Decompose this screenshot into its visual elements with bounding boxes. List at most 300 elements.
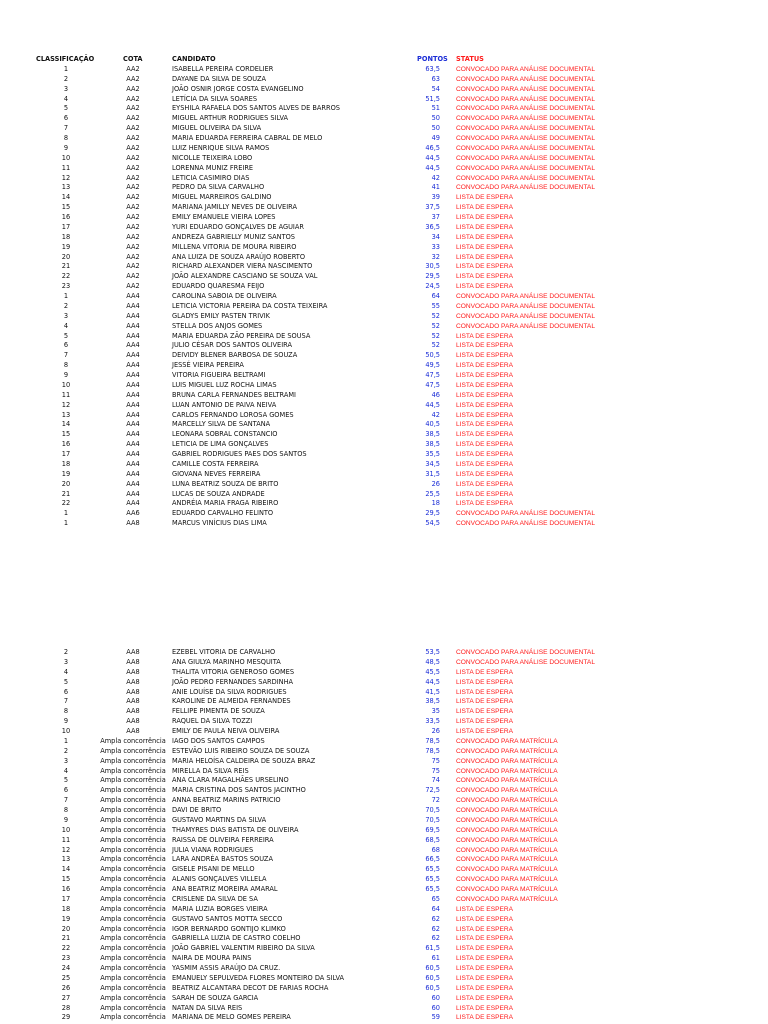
cota-cell: AA2 xyxy=(126,64,140,73)
classificacao-cell: 4 xyxy=(63,667,69,676)
candidato-cell: CRISLENE DA SILVA DE SA xyxy=(172,894,258,903)
pontos-cell: 32 xyxy=(431,252,440,261)
candidato-cell: ANA LUIZA DE SOUZA ARAÚJO ROBERTO xyxy=(172,252,306,261)
status-cell: LISTA DE ESPERA xyxy=(456,1004,514,1012)
status-cell: CONVOCADO PARA MATRÍCULA xyxy=(456,826,558,834)
pontos-cell: 48,5 xyxy=(425,657,440,666)
results-table-page-1 xyxy=(0,55,768,529)
pontos-cell: 52 xyxy=(431,331,440,340)
classificacao-cell: 7 xyxy=(63,697,69,706)
classificacao-cell: 14 xyxy=(61,865,71,874)
cota-cell: AA2 xyxy=(126,114,140,123)
pontos-cell: 44,5 xyxy=(425,400,440,409)
pontos-cell: 38,5 xyxy=(425,697,440,706)
table-row xyxy=(0,341,768,351)
candidato-cell: ANA BEATRIZ MOREIRA AMARAL xyxy=(172,885,278,893)
cota-cell: AA4 xyxy=(126,469,140,478)
cota-cell: AA4 xyxy=(126,331,140,340)
candidato-cell: JOÃO GABRIEL VALENTIM RIBEIRO DA SILVA xyxy=(172,944,315,953)
classificacao-cell: 21 xyxy=(61,934,71,943)
candidato-cell: DAVI DE BRITO xyxy=(172,806,222,814)
classificacao-cell: 10 xyxy=(61,727,71,735)
pontos-cell: 35 xyxy=(431,707,440,716)
classificacao-cell: 14 xyxy=(61,420,71,429)
status-cell: CONVOCADO PARA MATRÍCULA xyxy=(456,777,558,785)
cota-cell: Ampla concorrência xyxy=(100,934,166,943)
classificacao-cell: 1 xyxy=(63,292,69,300)
table-body xyxy=(0,648,768,1023)
classificacao-cell: 3 xyxy=(63,657,69,666)
status-cell: LISTA DE ESPERA xyxy=(456,332,514,340)
pontos-cell: 68 xyxy=(431,845,440,854)
status-cell: LISTA DE ESPERA xyxy=(456,194,514,202)
status-cell: LISTA DE ESPERA xyxy=(456,698,514,706)
pontos-cell: 65,5 xyxy=(425,865,440,874)
candidato-cell: ISABELLA PEREIRA CORDELIER xyxy=(172,64,274,73)
cota-cell: AA2 xyxy=(126,143,140,152)
pontos-cell: 50 xyxy=(431,114,440,123)
table-row xyxy=(0,203,768,213)
classificacao-cell: 21 xyxy=(61,489,71,498)
table-row xyxy=(0,174,768,184)
cota-cell: Ampla concorrência xyxy=(100,1013,166,1022)
pontos-cell: 44,5 xyxy=(425,163,440,172)
status-cell: CONVOCADO PARA ANÁLISE DOCUMENTAL xyxy=(456,65,595,73)
classificacao-cell: 5 xyxy=(63,776,69,785)
cota-cell: AA4 xyxy=(126,499,140,508)
status-cell: LISTA DE ESPERA xyxy=(456,421,514,429)
pontos-cell: 34,5 xyxy=(425,459,440,468)
pontos-cell: 60,5 xyxy=(425,973,440,982)
cota-cell: Ampla concorrência xyxy=(100,766,166,775)
status-cell: CONVOCADO PARA MATRÍCULA xyxy=(456,886,558,893)
classificacao-cell: 17 xyxy=(61,450,71,458)
pontos-cell: 47,5 xyxy=(425,371,440,379)
table-row xyxy=(0,302,768,312)
candidato-cell: NICOLLE TEIXEIRA LOBO xyxy=(172,153,253,162)
table-row xyxy=(0,75,768,85)
pontos-cell: 33,5 xyxy=(425,717,440,726)
status-cell: LISTA DE ESPERA xyxy=(456,994,514,1002)
candidato-cell: EZEBEL VITORIA DE CARVALHO xyxy=(172,648,276,656)
status-cell: LISTA DE ESPERA xyxy=(456,500,514,508)
candidato-cell: EDUARDO QUARESMA FEIJO xyxy=(172,282,265,291)
candidato-cell: MARIA EDUARDA ZÃO PEREIRA DE SOUSA xyxy=(172,331,311,340)
status-cell: CONVOCADO PARA ANÁLISE DOCUMENTAL xyxy=(456,144,595,152)
classificacao-cell: 13 xyxy=(61,410,71,419)
cota-cell: AA4 xyxy=(126,341,140,350)
classificacao-cell: 7 xyxy=(63,796,69,805)
candidato-cell: JOÃO OSNIR JORGE COSTA EVANGELINO xyxy=(172,84,304,93)
classificacao-cell: 23 xyxy=(61,954,71,963)
status-cell: LISTA DE ESPERA xyxy=(456,342,514,350)
classificacao-cell: 17 xyxy=(61,894,71,903)
pontos-cell: 62 xyxy=(431,914,440,923)
status-cell: LISTA DE ESPERA xyxy=(456,263,514,271)
cota-cell: Ampla concorrência xyxy=(100,835,166,844)
pontos-cell: 74 xyxy=(431,776,440,785)
status-cell: LISTA DE ESPERA xyxy=(456,223,514,231)
table-row xyxy=(0,411,768,421)
status-cell: LISTA DE ESPERA xyxy=(456,372,514,379)
pontos-cell: 63 xyxy=(431,74,440,83)
pontos-cell: 60,5 xyxy=(425,964,440,972)
candidato-cell: GUSTAVO MARTINS DA SILVA xyxy=(172,815,267,824)
pontos-cell: 55 xyxy=(431,301,440,310)
status-cell: CONVOCADO PARA ANÁLISE DOCUMENTAL xyxy=(456,95,595,103)
table-row xyxy=(0,243,768,253)
cota-cell: AA2 xyxy=(126,222,140,231)
classificacao-cell: 20 xyxy=(61,924,71,933)
cota-cell: AA4 xyxy=(126,390,140,399)
table-row xyxy=(0,470,768,480)
status-cell: LISTA DE ESPERA xyxy=(456,965,514,972)
classificacao-cell: 17 xyxy=(61,222,71,231)
cota-cell: AA8 xyxy=(126,727,140,735)
classificacao-cell: 18 xyxy=(61,459,71,468)
classificacao-cell: 5 xyxy=(63,104,69,113)
classificacao-cell: 18 xyxy=(61,232,71,241)
pontos-cell: 39 xyxy=(431,193,440,202)
cota-cell: Ampla concorrência xyxy=(100,815,166,824)
table-row xyxy=(0,519,768,529)
table-row xyxy=(0,1013,768,1023)
classificacao-cell: 25 xyxy=(61,973,71,982)
status-cell: CONVOCADO PARA MATRÍCULA xyxy=(456,866,558,874)
table-row xyxy=(0,85,768,95)
candidato-cell: KAROLINE DE ALMEIDA FERNANDES xyxy=(172,697,291,706)
cota-cell: AA2 xyxy=(126,252,140,261)
table-row xyxy=(0,747,768,757)
table-row xyxy=(0,836,768,846)
candidato-cell: ANDREZA GABRIELLY MUNIZ SANTOS xyxy=(172,232,295,241)
status-cell: LISTA DE ESPERA xyxy=(456,470,514,478)
cota-cell: AA2 xyxy=(126,94,140,103)
cota-cell: AA8 xyxy=(126,519,140,528)
classificacao-cell: 22 xyxy=(61,499,71,508)
status-cell: CONVOCADO PARA ANÁLISE DOCUMENTAL xyxy=(456,312,595,320)
table-row xyxy=(0,420,768,430)
classificacao-cell: 16 xyxy=(61,440,71,449)
cota-cell: AA8 xyxy=(126,717,140,726)
cota-cell: AA4 xyxy=(126,489,140,498)
pontos-cell: 54 xyxy=(431,84,440,93)
pontos-cell: 44,5 xyxy=(425,677,440,686)
table-row xyxy=(0,974,768,984)
classificacao-cell: 13 xyxy=(61,183,71,192)
table-row xyxy=(0,934,768,944)
status-cell: CONVOCADO PARA ANÁLISE DOCUMENTAL xyxy=(456,649,595,656)
cota-cell: AA2 xyxy=(126,153,140,162)
classificacao-cell: 8 xyxy=(63,806,69,814)
status-cell: CONVOCADO PARA MATRÍCULA xyxy=(456,787,558,795)
cota-cell: Ampla concorrência xyxy=(100,894,166,903)
table-row xyxy=(0,253,768,263)
candidato-cell: MARIA LUZIA BORGES VIEIRA xyxy=(172,904,268,913)
candidato-cell: ALANIS GONÇALVES VILLELA xyxy=(172,875,267,884)
classificacao-cell: 1 xyxy=(63,519,69,528)
candidato-cell: ANNA BEATRIZ MARINS PATRICIO xyxy=(172,796,281,805)
candidato-cell: CAROLINA SABOIA DE OLIVEIRA xyxy=(172,292,277,300)
status-cell: LISTA DE ESPERA xyxy=(456,955,514,963)
classificacao-cell: 2 xyxy=(63,746,69,755)
pontos-cell: 64 xyxy=(431,292,440,300)
table-row xyxy=(0,915,768,925)
cota-cell: Ampla concorrência xyxy=(100,786,166,795)
cota-cell: Ampla concorrência xyxy=(100,885,166,893)
pontos-cell: 31,5 xyxy=(425,469,440,478)
candidato-cell: EMILY EMANUELE VIEIRA LOPES xyxy=(172,213,276,221)
classificacao-cell: 11 xyxy=(61,390,71,399)
pontos-cell: 29,5 xyxy=(425,509,440,518)
table-row xyxy=(0,776,768,786)
cota-cell: AA4 xyxy=(126,301,140,310)
results-table-page-2 xyxy=(0,648,768,1023)
candidato-cell: LEONARA SOBRAL CONSTANCIO xyxy=(172,430,278,439)
status-cell: LISTA DE ESPERA xyxy=(456,381,514,389)
cota-cell: Ampla concorrência xyxy=(100,983,166,992)
status-cell: LISTA DE ESPERA xyxy=(456,974,514,982)
status-cell: CONVOCADO PARA MATRÍCULA xyxy=(456,747,558,755)
candidato-cell: CAMILLE COSTA FERREIRA xyxy=(172,459,259,468)
status-cell: CONVOCADO PARA ANÁLISE DOCUMENTAL xyxy=(456,115,595,123)
pontos-cell: 53,5 xyxy=(425,648,440,656)
table-row xyxy=(0,786,768,796)
candidato-cell: BRUNA CARLA FERNANDES BELTRAMI xyxy=(172,390,296,399)
pontos-cell: 44,5 xyxy=(425,153,440,162)
candidato-cell: LUNA BEATRIZ SOUZA DE BRITO xyxy=(172,479,279,488)
candidato-cell: EDUARDO CARVALHO FELINTO xyxy=(172,509,274,518)
table-body xyxy=(0,65,768,529)
cota-cell: Ampla concorrência xyxy=(100,825,166,834)
pontos-cell: 75 xyxy=(431,766,440,775)
candidato-cell: MARIANA JAMILLY NEVES DE OLIVEIRA xyxy=(172,203,297,212)
status-cell: LISTA DE ESPERA xyxy=(456,688,514,696)
cota-cell: Ampla concorrência xyxy=(100,865,166,874)
status-cell: LISTA DE ESPERA xyxy=(456,204,514,212)
status-cell: CONVOCADO PARA ANÁLISE DOCUMENTAL xyxy=(456,520,595,528)
table-row xyxy=(0,332,768,342)
pontos-cell: 61 xyxy=(431,954,440,963)
cota-cell: Ampla concorrência xyxy=(100,736,166,745)
pontos-cell: 24,5 xyxy=(425,282,440,291)
table-row xyxy=(0,658,768,668)
status-cell: CONVOCADO PARA MATRÍCULA xyxy=(456,807,558,814)
pontos-cell: 65,5 xyxy=(425,885,440,893)
pontos-cell: 68,5 xyxy=(425,835,440,844)
table-row xyxy=(0,104,768,114)
candidato-cell: LETICIA VICTORIA PEREIRA DA COSTA TEIXEIRA xyxy=(172,301,328,310)
cota-cell: Ampla concorrência xyxy=(100,924,166,933)
table-row xyxy=(0,114,768,124)
cota-cell: Ampla concorrência xyxy=(100,855,166,864)
header-cota: COTA xyxy=(123,55,143,63)
cota-cell: AA4 xyxy=(126,410,140,419)
cota-cell: Ampla concorrência xyxy=(100,993,166,1002)
status-cell: LISTA DE ESPERA xyxy=(456,441,514,449)
pontos-cell: 37 xyxy=(431,213,440,221)
status-cell: LISTA DE ESPERA xyxy=(456,214,514,221)
candidato-cell: LUIZ HENRIQUE SILVA RAMOS xyxy=(172,143,270,152)
table-row xyxy=(0,371,768,381)
classificacao-cell: 10 xyxy=(61,153,71,162)
table-row xyxy=(0,450,768,460)
cota-cell: AA4 xyxy=(126,459,140,468)
header-pontos: PONTOS xyxy=(417,55,448,63)
classificacao-cell: 23 xyxy=(61,282,71,291)
classificacao-cell: 5 xyxy=(63,677,69,686)
table-row xyxy=(0,727,768,737)
pontos-cell: 46,5 xyxy=(425,143,440,152)
header-classificacao: CLASSIFICAÇÃO xyxy=(36,55,95,63)
candidato-cell: GLADYS EMILY PASTEN TRIVIK xyxy=(172,311,270,320)
cota-cell: Ampla concorrência xyxy=(100,973,166,982)
classificacao-cell: 3 xyxy=(63,756,69,765)
table-row xyxy=(0,648,768,658)
candidato-cell: RAQUEL DA SILVA TOZZI xyxy=(172,717,253,726)
header-candidato: CANDIDATO xyxy=(172,55,216,63)
status-cell: LISTA DE ESPERA xyxy=(456,678,514,686)
candidato-cell: DEIVIDY BLENER BARBOSA DE SOUZA xyxy=(172,351,298,360)
candidato-cell: YURI EDUARDO GONÇALVES DE AGUIAR xyxy=(172,222,304,231)
candidato-cell: MIRELLA DA SILVA REIS xyxy=(172,766,249,775)
table-row xyxy=(0,361,768,371)
cota-cell: AA2 xyxy=(126,272,140,281)
pontos-cell: 70,5 xyxy=(425,815,440,824)
pontos-cell: 60 xyxy=(431,993,440,1002)
table-row xyxy=(0,440,768,450)
pontos-cell: 59 xyxy=(431,1013,440,1022)
status-cell: LISTA DE ESPERA xyxy=(456,273,514,281)
cota-cell: AA8 xyxy=(126,677,140,686)
table-row xyxy=(0,322,768,332)
cota-cell: AA4 xyxy=(126,292,140,300)
pontos-cell: 18 xyxy=(431,499,440,508)
cota-cell: Ampla concorrência xyxy=(100,1003,166,1012)
classificacao-cell: 2 xyxy=(63,648,69,656)
status-cell: CONVOCADO PARA ANÁLISE DOCUMENTAL xyxy=(456,322,595,330)
candidato-cell: JULIO CÉSAR DOS SANTOS OLIVEIRA xyxy=(172,341,292,350)
pontos-cell: 37,5 xyxy=(425,203,440,212)
candidato-cell: IAGO DOS SANTOS CAMPOS xyxy=(172,736,265,745)
table-row xyxy=(0,707,768,717)
candidato-cell: JESSÉ VIEIRA PEREIRA xyxy=(172,361,244,370)
cota-cell: AA2 xyxy=(126,203,140,212)
classificacao-cell: 14 xyxy=(61,193,71,202)
table-row xyxy=(0,1004,768,1014)
table-row xyxy=(0,905,768,915)
pontos-cell: 72 xyxy=(431,796,440,805)
classificacao-cell: 29 xyxy=(61,1013,71,1022)
candidato-cell: LORENNA MUNIZ FREIRE xyxy=(172,163,254,172)
status-cell: LISTA DE ESPERA xyxy=(456,935,514,943)
candidato-cell: MARIA HELOÍSA CALDEIRA DE SOUZA BRAZ xyxy=(172,756,316,765)
table-row xyxy=(0,846,768,856)
cota-cell: AA2 xyxy=(126,242,140,251)
candidato-cell: LETÍCIA DA SILVA SOARES xyxy=(172,94,258,103)
candidato-cell: VITORIA FIGUEIRA BELTRAMI xyxy=(172,371,266,379)
cota-cell: Ampla concorrência xyxy=(100,875,166,884)
classificacao-cell: 21 xyxy=(61,262,71,271)
table-row xyxy=(0,460,768,470)
cota-cell: AA8 xyxy=(126,648,140,656)
pontos-cell: 65,5 xyxy=(425,875,440,884)
classificacao-cell: 19 xyxy=(61,914,71,923)
pontos-cell: 52 xyxy=(431,341,440,350)
table-row xyxy=(0,95,768,105)
candidato-cell: THALITA VITORIA GENEROSO GOMES xyxy=(172,667,294,676)
pontos-cell: 62 xyxy=(431,924,440,933)
status-cell: CONVOCADO PARA ANÁLISE DOCUMENTAL xyxy=(456,135,595,142)
cota-cell: AA4 xyxy=(126,400,140,409)
pontos-cell: 45,5 xyxy=(425,667,440,676)
pontos-cell: 38,5 xyxy=(425,430,440,439)
candidato-cell: ANA GIULYA MARINHO MESQUITA xyxy=(172,657,281,666)
table-row xyxy=(0,499,768,509)
status-cell: LISTA DE ESPERA xyxy=(456,451,514,458)
classificacao-cell: 6 xyxy=(63,114,69,123)
pontos-cell: 36,5 xyxy=(425,222,440,231)
table-row xyxy=(0,885,768,895)
pontos-cell: 38,5 xyxy=(425,440,440,449)
table-row xyxy=(0,262,768,272)
table-row xyxy=(0,806,768,816)
cota-cell: Ampla concorrência xyxy=(100,756,166,765)
classificacao-cell: 10 xyxy=(61,825,71,834)
cota-cell: Ampla concorrência xyxy=(100,796,166,805)
cota-cell: Ampla concorrência xyxy=(100,746,166,755)
pontos-cell: 60 xyxy=(431,1003,440,1012)
table-row xyxy=(0,826,768,836)
table-row xyxy=(0,717,768,727)
cota-cell: AA4 xyxy=(126,361,140,370)
classificacao-cell: 12 xyxy=(61,400,71,409)
pontos-cell: 46 xyxy=(431,390,440,399)
classificacao-cell: 20 xyxy=(61,252,71,261)
candidato-cell: LUCAS DE SOUZA ANDRADE xyxy=(172,489,265,498)
status-cell: CONVOCADO PARA ANÁLISE DOCUMENTAL xyxy=(456,658,595,666)
pontos-cell: 30,5 xyxy=(425,262,440,271)
classificacao-cell: 6 xyxy=(63,341,69,350)
cota-cell: AA2 xyxy=(126,262,140,271)
status-cell: CONVOCADO PARA MATRÍCULA xyxy=(456,767,558,775)
cota-cell: AA2 xyxy=(126,213,140,221)
status-cell: CONVOCADO PARA ANÁLISE DOCUMENTAL xyxy=(456,184,595,192)
classificacao-cell: 7 xyxy=(63,351,69,360)
cota-cell: Ampla concorrência xyxy=(100,776,166,785)
classificacao-cell: 24 xyxy=(61,964,71,972)
cota-cell: AA4 xyxy=(126,351,140,360)
status-cell: LISTA DE ESPERA xyxy=(456,728,514,735)
candidato-cell: GIOVANA NEVES FERREIRA xyxy=(172,469,261,478)
pontos-cell: 52 xyxy=(431,311,440,320)
candidato-cell: MILLENA VITORIA DE MOURA RIBEIRO xyxy=(172,242,297,251)
classificacao-cell: 13 xyxy=(61,855,71,864)
cota-cell: AA2 xyxy=(126,183,140,192)
classificacao-cell: 28 xyxy=(61,1003,71,1012)
pontos-cell: 66,5 xyxy=(425,855,440,864)
table-row xyxy=(0,223,768,233)
pontos-cell: 50,5 xyxy=(425,351,440,360)
candidato-cell: EMILY DE PAULA NEIVA OLIVEIRA xyxy=(172,727,280,735)
table-row xyxy=(0,124,768,134)
table-row xyxy=(0,144,768,154)
cota-cell: AA8 xyxy=(126,687,140,696)
candidato-cell: GISELE PISANI DE MELLO xyxy=(172,865,255,874)
pontos-cell: 26 xyxy=(431,727,440,735)
status-cell: CONVOCADO PARA MATRÍCULA xyxy=(456,816,558,824)
classificacao-cell: 3 xyxy=(63,311,69,320)
